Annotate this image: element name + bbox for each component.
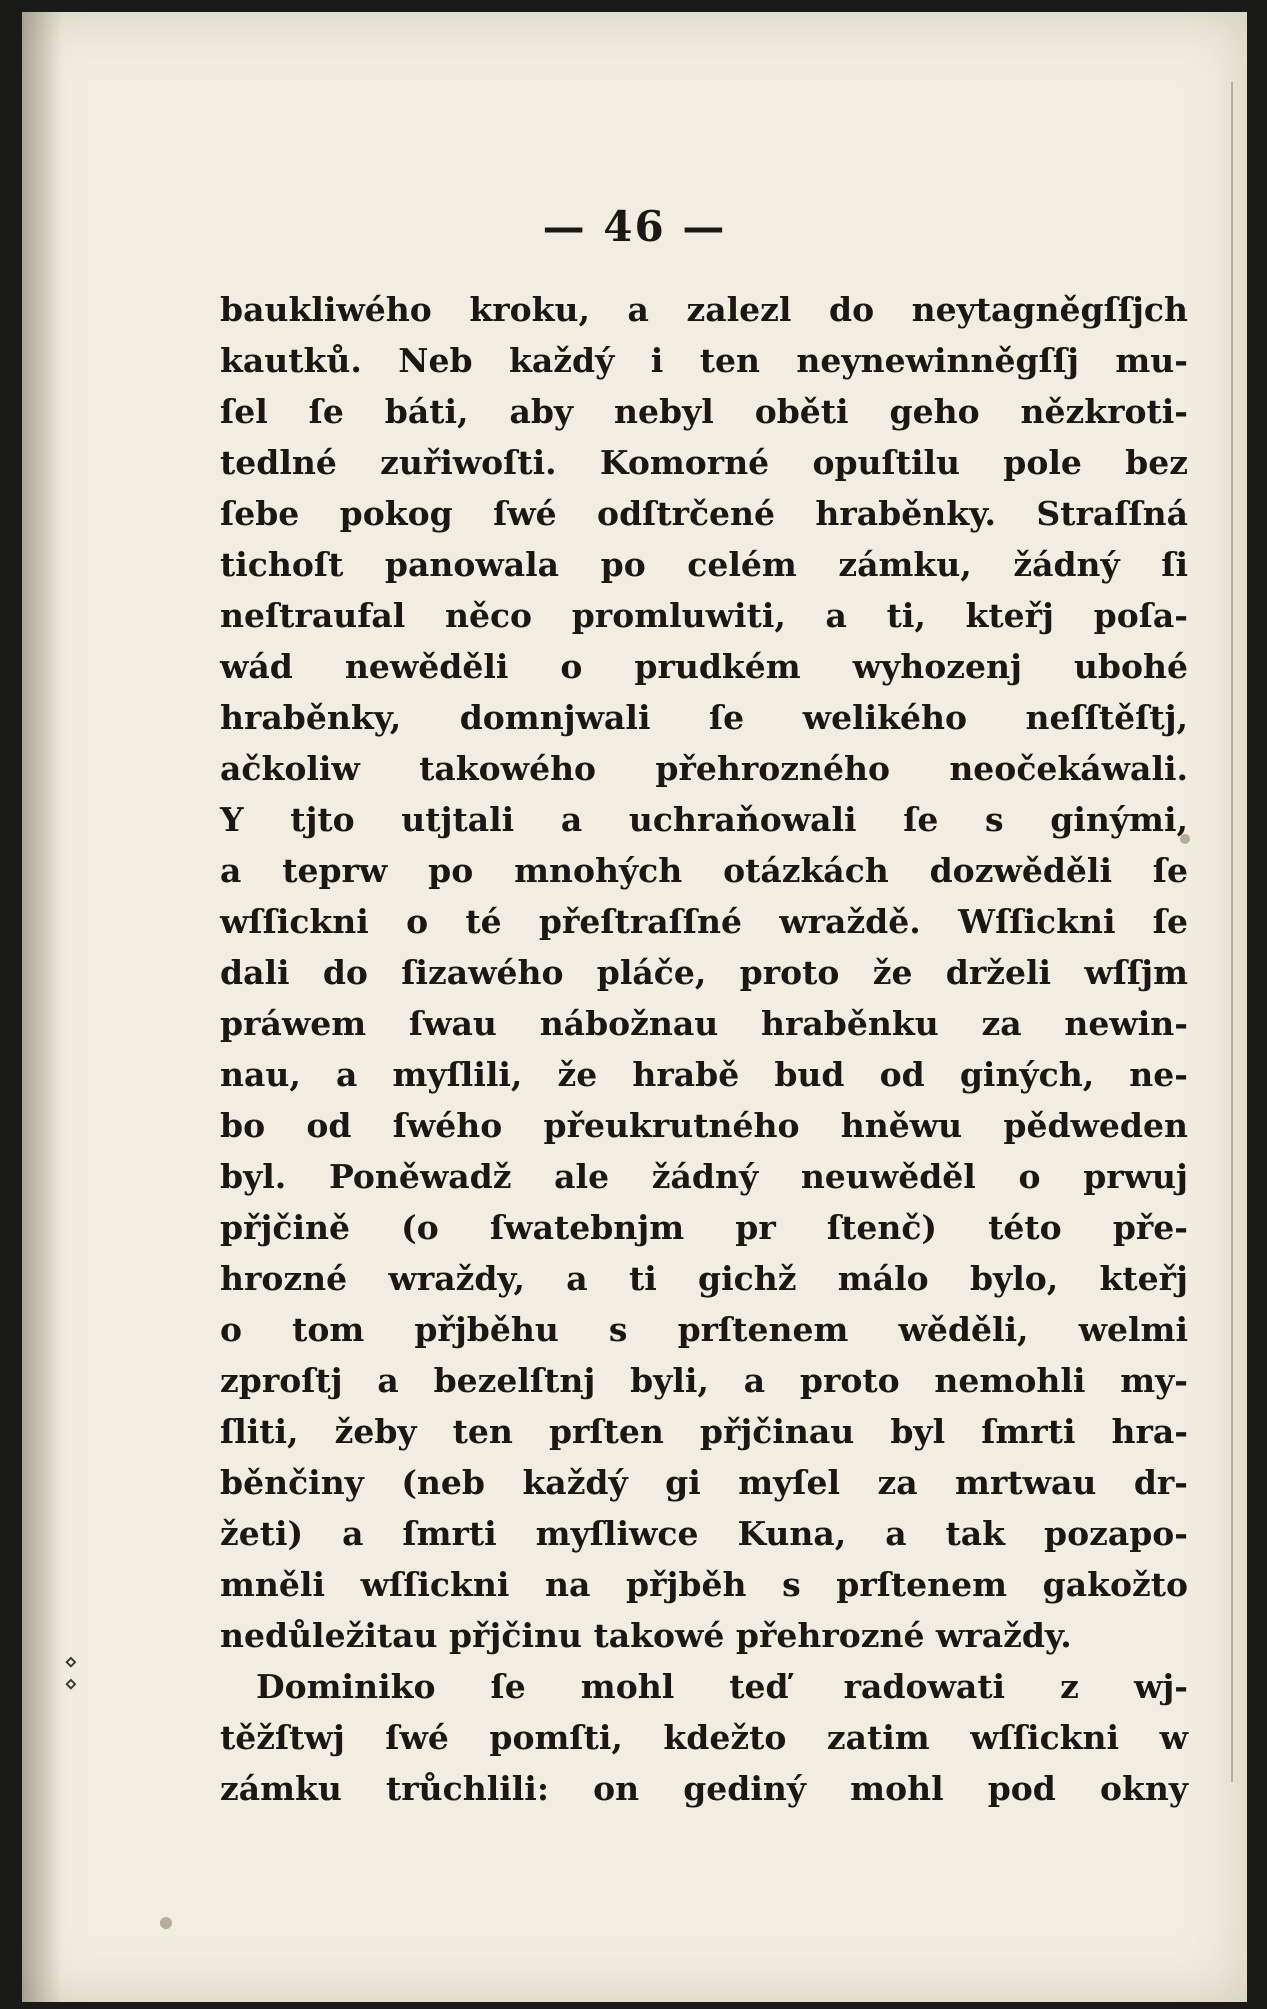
text-line: nedůležitau přjčinu takowé přehrozné wraždy. xyxy=(220,1616,1072,1655)
text-line: ſliti, žeby ten prſten přjčinau byl ſmrti hra- xyxy=(220,1412,1188,1451)
text-line: o tom přjběhu s prſtenem wěděli, welmi xyxy=(220,1310,1188,1349)
text-line: hraběnky, domnjwali ſe welikého neſſtěſtj, xyxy=(220,698,1188,737)
body-text xyxy=(220,284,1188,1814)
text-line: žeti) a ſmrti myſliwce Kuna, a tak pozapo- xyxy=(220,1514,1188,1553)
text-line: dali do ſizawého pláče, proto že drželi wſſjm xyxy=(220,953,1188,992)
text-line: těžſtwj ſwé pomſti, kdežto zatim wſſickni w xyxy=(220,1718,1188,1757)
text-line: tedlné zuřiwoſti. Komorné opuſtilu pole bez xyxy=(220,443,1188,482)
text-line: práwem ſwau nábožnau hraběnku za newin- xyxy=(220,1004,1188,1043)
text-line: Dominiko ſe mohl teď radowati z wj- xyxy=(256,1667,1188,1706)
text-line: bo od ſwého přeukrutného hněwu pědweden xyxy=(220,1106,1188,1145)
text-line: ſebe pokog ſwé odſtrčené hraběnky. Straſſná xyxy=(220,494,1188,533)
text-line: přjčině (o ſwatebnjm pr ſtenč) této pře- xyxy=(220,1208,1188,1247)
paper-spot xyxy=(160,1917,172,1929)
text-line: mněli wſſickni na přjběh s prſtenem gakožto xyxy=(220,1565,1188,1604)
text-line: zproſtj a bezelſtnj byli, a proto nemohli my- xyxy=(220,1361,1188,1400)
page-number: — 46 — xyxy=(542,202,727,251)
text-line: zámku trůchlili: on gediný mohl pod okny xyxy=(220,1769,1188,1808)
text-line: a teprw po mnohých otázkách dozwěděli ſe xyxy=(220,851,1188,890)
book-page xyxy=(22,12,1247,2002)
margin-mark-glyphs: ⋄ ⋄ xyxy=(64,1650,78,1697)
text-line: baukliwého kroku, a zalezl do neytagněgſſjch xyxy=(220,290,1188,329)
text-line: nau, a myſlili, že hrabě bud od giných, ne- xyxy=(220,1055,1188,1094)
text-line: neſtraufal něco promluwiti, a ti, kteřj poſa- xyxy=(220,596,1188,635)
page-crease xyxy=(1231,82,1233,1782)
text-line: ačkoliw takowého přehrozného neočekáwali. xyxy=(220,749,1188,788)
text-line: kautků. Neb každý i ten neynewinněgſſj mu- xyxy=(220,341,1188,380)
text-line: byl. Poněwadž ale žádný neuwěděl o prwuj xyxy=(220,1157,1188,1196)
text-line: tichoſt panowala po celém zámku, žádný ſi xyxy=(220,545,1188,584)
text-line: hrozné wraždy, a ti gichž málo bylo, kteřj xyxy=(220,1259,1188,1298)
paper-spot xyxy=(1180,834,1190,844)
text-line: wád newěděli o prudkém wyhozenj ubohé xyxy=(220,647,1188,686)
text-line: běnčiny (neb každý gi myſel za mrtwau dr- xyxy=(220,1463,1188,1502)
text-line: Y tjto utjtali a uchraňowali ſe s ginými, xyxy=(220,800,1188,839)
text-line: ſel ſe báti, aby nebyl oběti geho nězkroti- xyxy=(220,392,1188,431)
margin-mark xyxy=(64,1652,78,1696)
page-gutter-shadow xyxy=(22,12,62,2002)
text-line: wſſickni o té přeſtraſſné wraždě. Wſſickni ſe xyxy=(220,902,1188,941)
